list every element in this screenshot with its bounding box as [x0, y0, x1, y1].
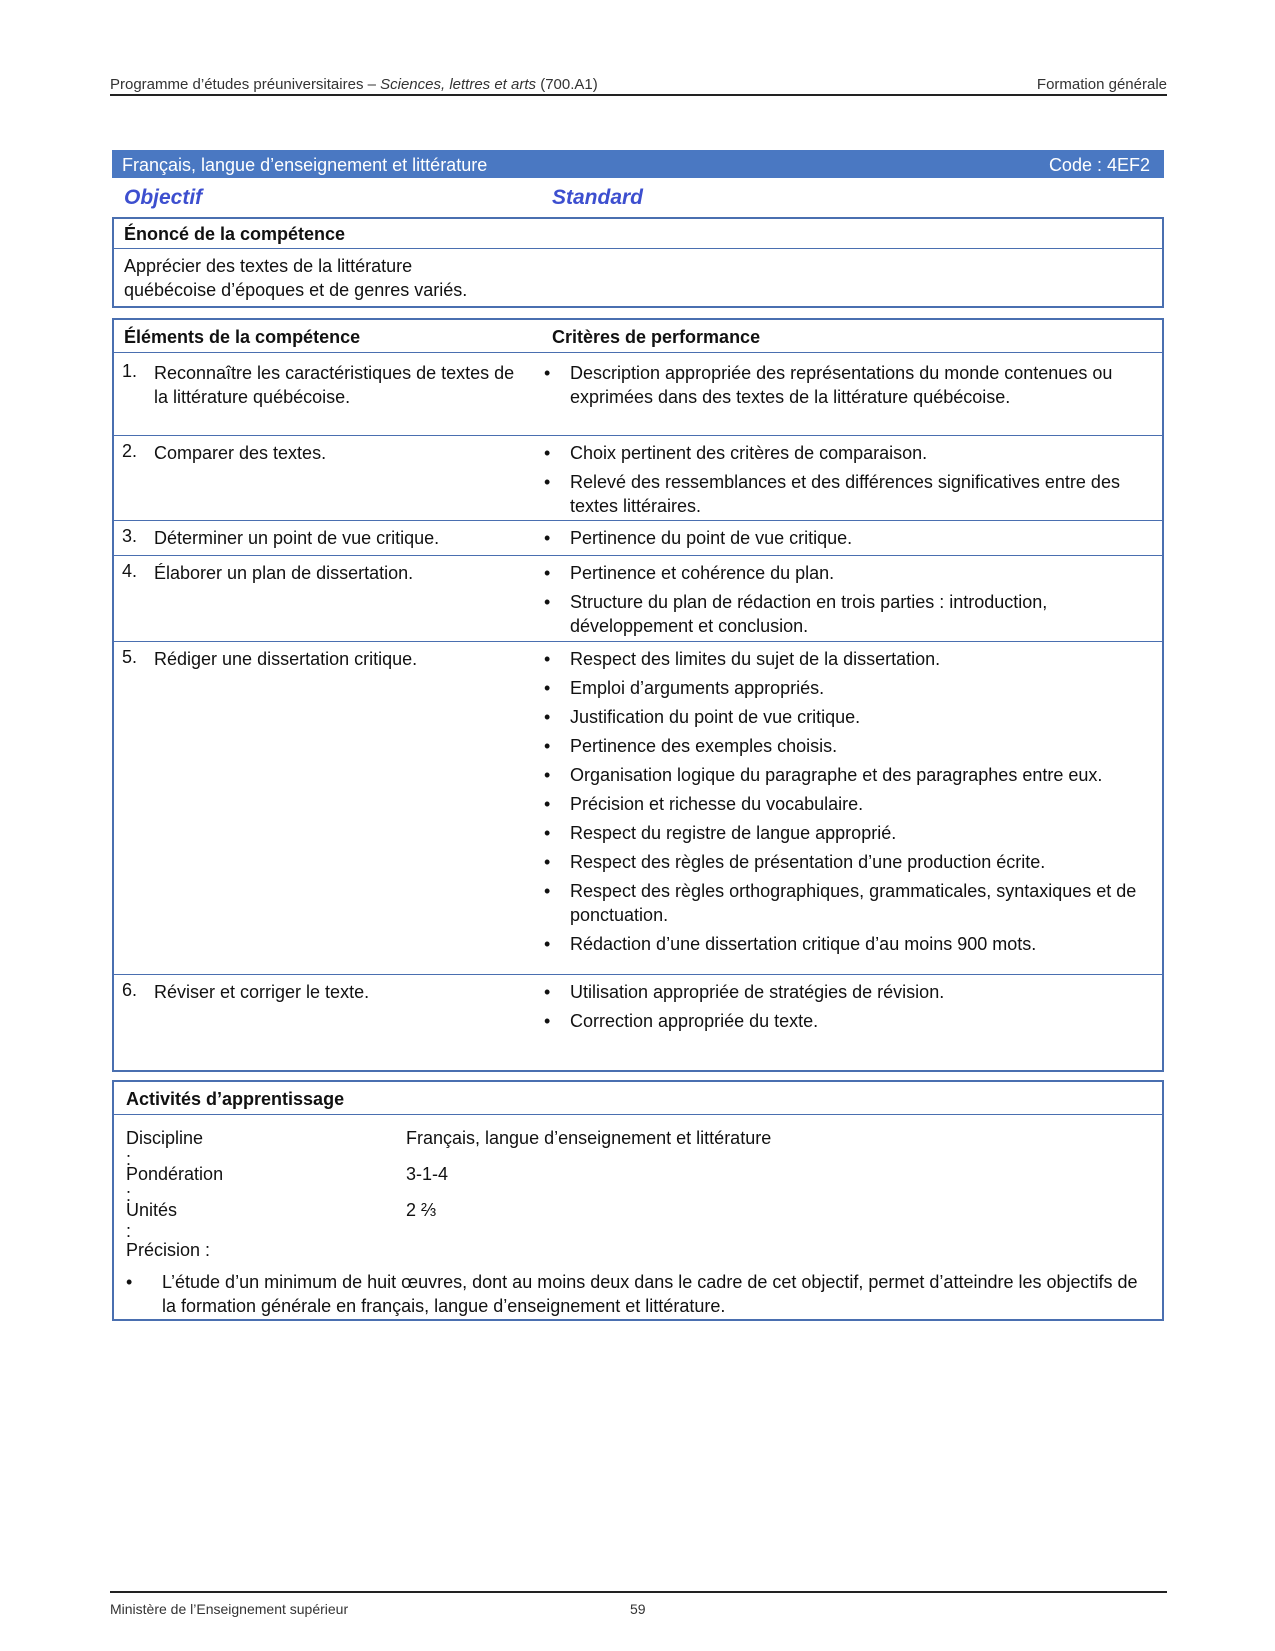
objectif-label: Objectif — [124, 186, 203, 209]
enonce-text: Apprécier des textes de la littérature québécoise d’époques et de genres variés. — [124, 256, 468, 300]
bullet-icon: • — [544, 363, 551, 383]
criteria-list — [534, 647, 1148, 961]
ministry-name: Ministère de l’Enseignement supérieur — [110, 1601, 349, 1617]
list-item: • Pertinence du point de vue critique. — [544, 528, 853, 548]
course-code: Code : 4EF2 — [1048, 155, 1150, 175]
page-footer — [110, 1591, 1167, 1617]
list-item: • Choix pertinent des critères de comparaison. — [544, 443, 928, 463]
criteria-list — [534, 561, 1148, 643]
bullet-icon: • — [544, 881, 551, 901]
list-item: • Emploi d’arguments appropriés. — [544, 678, 825, 698]
list-item: • Organisation logique du paragraphe et des paragraphes entre eux. — [544, 765, 1103, 785]
table-row: 4. Élaborer un plan de dissertation. • Pertinence et cohérence du plan. • Structure du plan de rédaction en trois parties : introduction, développement et conclusion. — [114, 555, 1162, 642]
bullet-icon: • — [544, 1011, 551, 1031]
bullet-icon: • — [544, 592, 551, 612]
list-item: • Respect des limites du sujet de la dissertation. — [544, 649, 941, 669]
bullet-icon: • — [544, 707, 551, 727]
table-row: 1. Reconnaître les caractéristiques de textes de la littérature québécoise. • Description appropriée des représentations du monde contenues ou exprimées dans des textes de la littérature québécoise. — [114, 353, 1162, 436]
list-item: • Respect des règles orthographiques, grammaticales, syntaxiques et de ponctuation. — [544, 881, 1137, 925]
precision-label: Précision : — [126, 1240, 211, 1260]
list-item: • Précision et richesse du vocabulaire. — [544, 794, 864, 814]
objectif-standard-row — [112, 181, 1164, 215]
bullet-icon: • — [544, 528, 551, 548]
bullet-icon: • — [544, 472, 551, 492]
course-title-bar — [112, 150, 1164, 178]
criteria-list — [534, 441, 1148, 523]
bullet-icon: • — [544, 982, 551, 1002]
enonce-heading: Énoncé de la compétence — [114, 219, 1162, 249]
bullet-icon: • — [544, 823, 551, 843]
table-row: 5. Rédiger une dissertation critique. • Respect des limites du sujet de la dissertation. • Emploi d’arguments appropriés. • Justification du point de vue critique. • Pertinence des exemples choisis. • Organisation logique du paragraphe et des paragraphes entre eux. • Précision et richesse du vocabulaire. • Respect du registre de langue approprié. • Respect des règles de présentation d’une production écrite. • Respect des règles orthographiques, grammaticales, syntaxiques et de ponctuation. • Rédaction d’une dissertation critique d’au moins 900 mots. — [114, 641, 1162, 975]
bullet-icon: • — [544, 794, 551, 814]
criteria-list — [534, 361, 1148, 414]
list-item: • Respect du registre de langue approprié. — [544, 823, 897, 843]
list-item: • Correction appropriée du texte. — [544, 1011, 819, 1031]
course-title: Français, langue d’enseignement et littérature — [122, 155, 488, 175]
list-item: • Utilisation appropriée de stratégies de révision. — [544, 982, 945, 1002]
bullet-icon: • — [544, 649, 551, 669]
table-row: 3. Déterminer un point de vue critique. • Pertinence du point de vue critique. — [114, 520, 1162, 556]
elements-table-header — [114, 320, 1162, 353]
criteria-list — [534, 526, 1148, 555]
bullet-icon: • — [544, 678, 551, 698]
page-number: 59 — [630, 1601, 646, 1617]
enonce-box — [112, 217, 1164, 308]
criteria-list — [534, 980, 1148, 1038]
table-row: 6. Réviser et corriger le texte. • Utilisation appropriée de stratégies de révision. • Correction appropriée du texte. — [114, 974, 1162, 1070]
list-item: • Respect des règles de présentation d’une production écrite. — [544, 852, 1046, 872]
bullet-icon: • — [544, 563, 551, 583]
bullet-icon: • — [544, 736, 551, 756]
activites-heading: Activités d’apprentissage — [114, 1082, 1162, 1115]
elements-table — [112, 318, 1164, 1072]
bullet-icon: • — [544, 852, 551, 872]
table-row: 2. Comparer des textes. • Choix pertinent des critères de comparaison. • Relevé des ressemblances et des différences significatives entre des textes littéraires. — [114, 435, 1162, 521]
page-header — [110, 74, 1167, 96]
list-item: • Justification du point de vue critique. — [544, 707, 861, 727]
bullet-icon: • — [544, 443, 551, 463]
standard-label: Standard — [552, 186, 644, 209]
bullet-icon: • — [544, 765, 551, 785]
list-item: • Rédaction d’une dissertation critique d’au moins 900 mots. — [544, 934, 1037, 954]
criteria-column-header: Critères de performance — [552, 327, 761, 347]
list-item: • Description appropriée des représentations du monde contenues ou exprimées dans des textes de la littérature québécoise. — [544, 363, 1113, 407]
list-item: • Relevé des ressemblances et des différences significatives entre des textes littéraires. — [544, 472, 1120, 516]
formation-label: Formation générale — [1036, 76, 1167, 93]
list-item: • Pertinence des exemples choisis. — [544, 736, 838, 756]
bullet-icon: • — [544, 934, 551, 954]
elements-column-header: Éléments de la compétence — [124, 327, 361, 347]
precision-text: • L’étude d’un minimum de huit œuvres, dont au moins deux dans le cadre de cet objectif, permet d’atteindre les objectifs de la formation générale en français, langue d’enseignement et littérature. — [126, 1272, 1138, 1316]
list-item: • Pertinence et cohérence du plan. — [544, 563, 835, 583]
program-name: Programme d’études préuniversitaires – Sciences, lettres et arts (700.A1) — [110, 76, 598, 93]
bullet-icon: • — [126, 1272, 133, 1292]
activites-box: Activités d’apprentissage Discipline : Français, langue d’enseignement et littérature Pondération : 3-1-4 Unités : 2 ⅔ Précision : • L’étude d’un minimum de huit œuvres, dont au moins deux dans le cadre de cet objectif, permet d’atteindre les objectifs de la formation générale en français, langue d’enseignement et littérature. — [112, 1080, 1164, 1321]
list-item: • Structure du plan de rédaction en trois parties : introduction, développement et conclusion. — [544, 592, 1048, 636]
